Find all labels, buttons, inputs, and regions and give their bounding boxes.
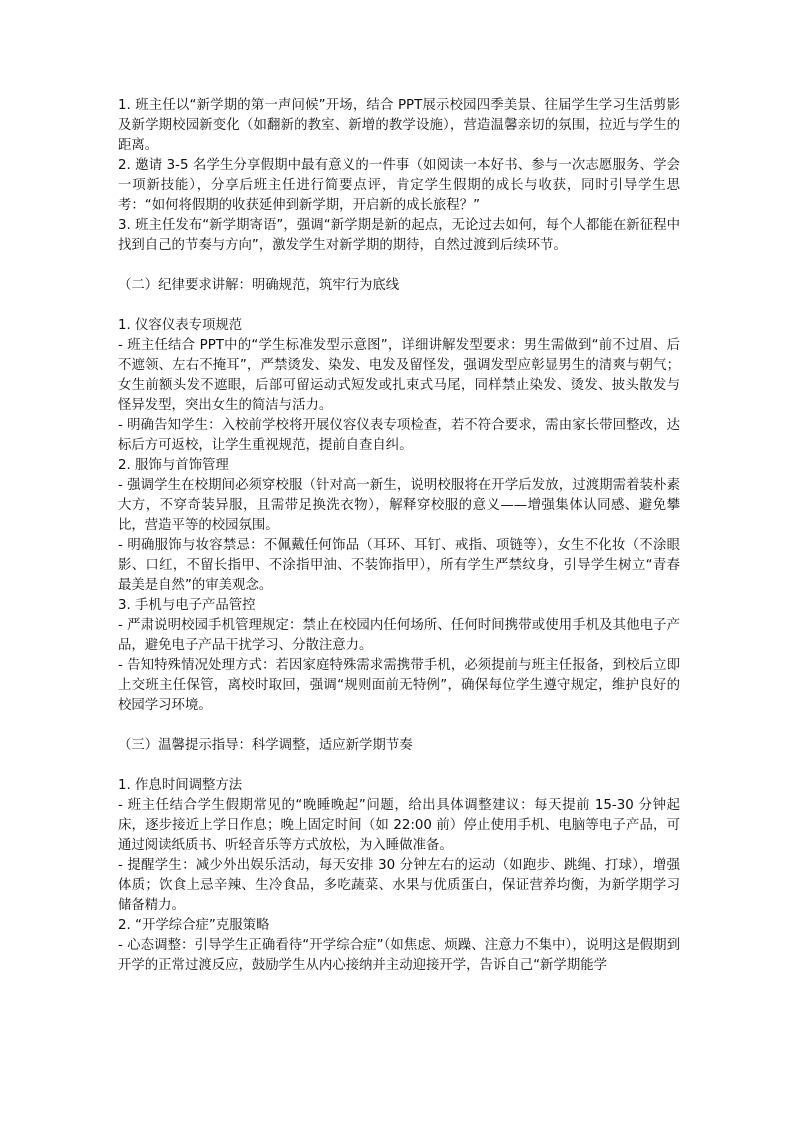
spacer xyxy=(118,756,680,776)
section2-paragraph: - 明确告知学生：入校前学校将开展仪容仪表专项检查，若不符合要求，需由家长带回整改，达标后方可返校，让学生重视规范，提前自查自纠。 xyxy=(118,418,680,453)
section2-subheading-1: 1. 仪容仪表专项规范 xyxy=(118,318,243,333)
section1-item-2: 2. 邀请 3-5 名学生分享假期中最有意义的一件事（如阅读一本好书、参与一次志愿服务、学会一项新技能），分享后班主任进行简要点评，肯定学生假期的成长与收获，同时引导学生思考：“如何将假期的收获延伸到新学期，开启新的成长旅程？” xyxy=(118,158,680,213)
spacer xyxy=(118,296,680,316)
section2-paragraph: - 严肃说明校园手机管理规定：禁止在校园内任何场所、任何时间携带或使用手机及其他电子产品，避免电子产品干扰学习、分散注意力。 xyxy=(118,618,680,653)
section2-paragraph: - 告知特殊情况处理方式：若因家庭特殊需求需携带手机，必须提前与班主任报备，到校后立即上交班主任保管，离校时取回，强调“规则面前无特例”，确保每位学生遵守规定，维护良好的校园学习环境。 xyxy=(118,658,680,713)
spacer xyxy=(118,716,680,736)
section3-heading: （三）温馨提示指导：科学调整，适应新学期节奏 xyxy=(118,738,413,753)
section1-item-1: 1. 班主任以“新学期的第一声问候”开场，结合 PPT展示校园四季美景、往届学生学习生活剪影及新学期校园新变化（如翻新的教室、新增的教学设施），营造温馨亲切的氛围，拉近与学生的距离。 xyxy=(118,98,680,153)
section2-subheading-2: 2. 服饰与首饰管理 xyxy=(118,458,229,473)
section3-subheading-1: 1. 作息时间调整方法 xyxy=(118,778,243,793)
spacer xyxy=(118,256,680,276)
section2-paragraph: - 明确服饰与妆容禁忌：不佩戴任何饰品（耳环、耳钉、戒指、项链等），女生不化妆（不涂眼影、口红，不留长指甲、不涂指甲油、不装饰指甲），所有学生严禁纹身，引导学生树立“青春最美是自然”的审美观念。 xyxy=(118,538,680,593)
document-page xyxy=(118,96,680,976)
section2-paragraph: - 强调学生在校期间必须穿校服（针对高一新生，说明校服将在开学后发放，过渡期需着装朴素大方，不穿奇装异服，且需带足换洗衣物），解释穿校服的意义——增强集体认同感、避免攀比，营造平等的校园氛围。 xyxy=(118,478,680,533)
section3-paragraph: - 班主任结合学生假期常见的“晚睡晚起”问题，给出具体调整建议：每天提前 15-30 分钟起床，逐步接近上学日作息；晚上固定时间（如 22:00 前）停止使用手机、电脑等电子产品，可通过阅读纸质书、听轻音乐等方式放松，为入睡做准备。 xyxy=(118,798,680,853)
section2-heading: （二）纪律要求讲解：明确规范，筑牢行为底线 xyxy=(118,278,400,293)
section2-paragraph: - 班主任结合 PPT中的“学生标准发型示意图”，详细讲解发型要求：男生需做到“前不过眉、后不遮领、左右不掩耳”，严禁烫发、染发、电发及留怪发，强调发型应彰显男生的清爽与朝气；女生前额头发不遮眼，后部可留运动式短发或扎束式马尾，同样禁止染发、烫发、披头散发与怪异发型，突出女生的简洁与活力。 xyxy=(118,338,680,413)
section2-subheading-3: 3. 手机与电子产品管控 xyxy=(118,598,256,613)
section3-paragraph: - 心态调整：引导学生正确看待“开学综合症”（如焦虑、烦躁、注意力不集中），说明这是假期到开学的正常过渡反应，鼓励学生从内心接纳并主动迎接开学，告诉自己“新学期能学 xyxy=(118,938,680,973)
section1-item-3: 3. 班主任发布“新学期寄语”，强调“新学期是新的起点，无论过去如何，每个人都能在新征程中找到自己的节奏与方向”，激发学生对新学期的期待，自然过渡到后续环节。 xyxy=(118,218,680,253)
section3-subheading-2: 2. “开学综合症”克服策略 xyxy=(118,918,270,933)
section3-paragraph: - 提醒学生：减少外出娱乐活动，每天安排 30 分钟左右的运动（如跑步、跳绳、打球），增强体质；饮食上忌辛辣、生冷食品，多吃蔬菜、水果与优质蛋白，保证营养均衡，为新学期学习储备精力。 xyxy=(118,858,680,913)
